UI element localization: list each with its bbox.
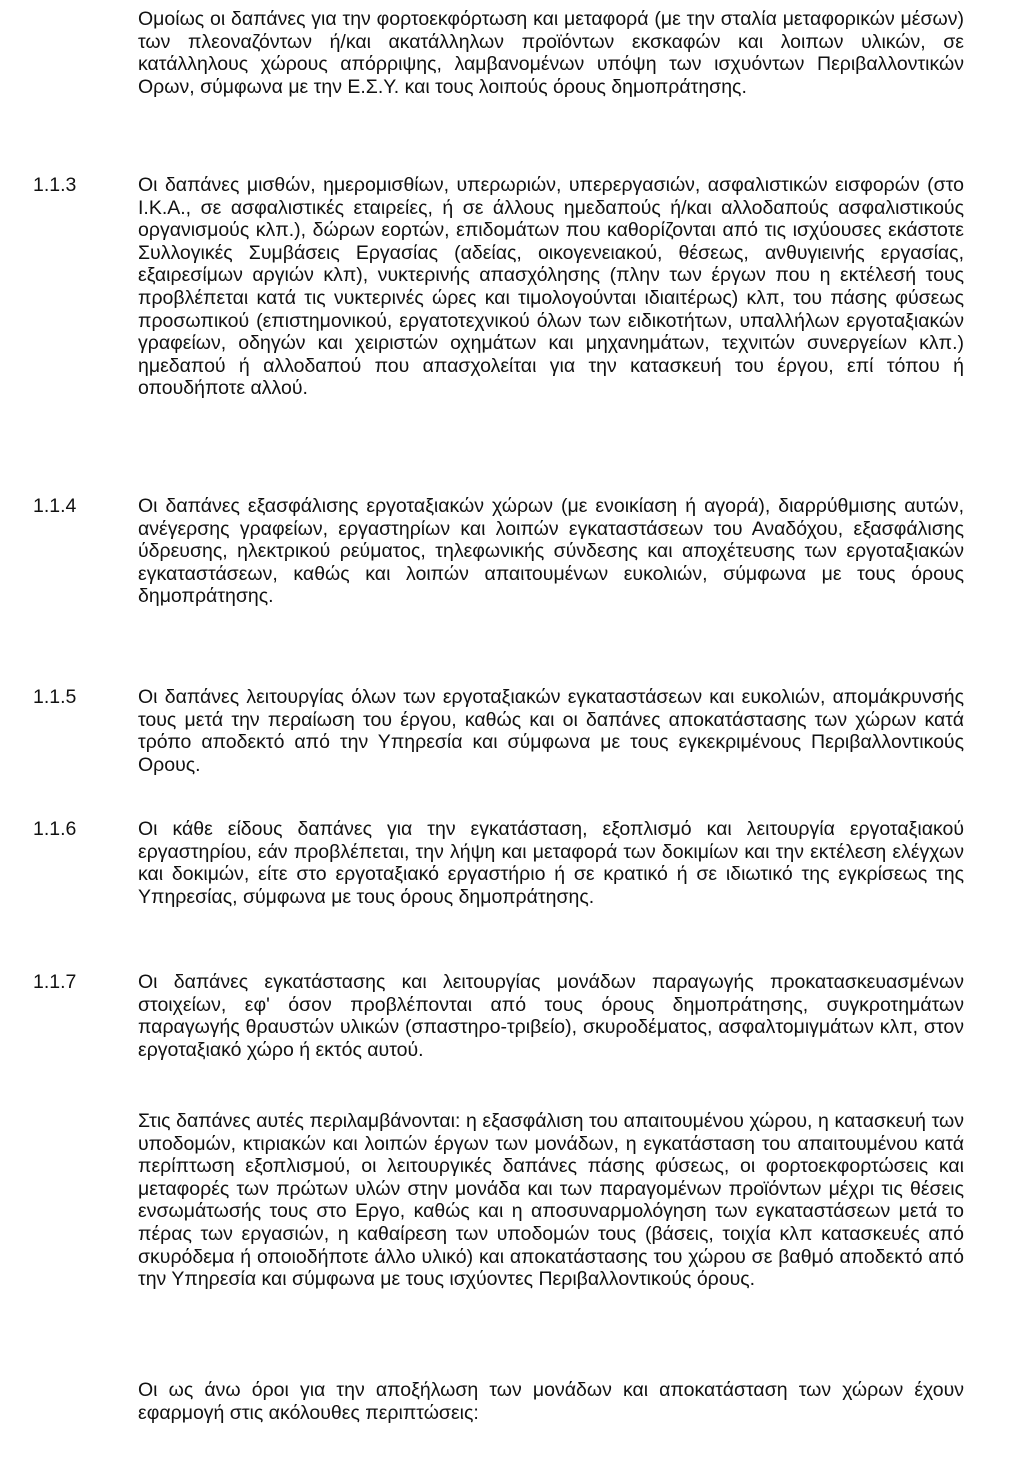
section-text-1-1-6: Οι κάθε είδους δαπάνες για την εγκατάσταση, εξοπλισμό και λειτουργία εργοταξιακού εργαστηρίου, εάν προβλέπεται, την λήψη και μεταφορά των δοκιμίων και την εκτέλεση ελέγχων και δοκιμών, είτε στο εργοταξιακό εργαστήριο ή σε κρατικό ή σε ιδιωτικό της εγκρίσεως της Υπηρεσίας, σύμφωνα με τους όρους δημοπράτησης. [138,818,964,908]
paragraph-included-costs: Στις δαπάνες αυτές περιλαμβάνονται: η εξασφάλιση του απαιτουμένου χώρου, η κατασκευή των υποδομών, κτιριακών και λοιπών έργων των μονάδων, η εγκατάσταση του απαιτουμένου κατά περίπτωση εξοπλισμού, οι λειτουργικές δαπάνες πάσης φύσεως, οι φορτοεκφορτώσεις και μεταφορές των πρώτων υλών στην μονάδα και των παραγομένων προϊόντων μέχρι τις θέσεις ενσωμάτωσής τους στο Εργο, καθώς και η αποσυναρμολόγηση των εγκαταστάσεων μετά το πέρας των εργασιών, η καθαίρεση των υποδομών τους (βάσεις, τοιχία κλπ κατασκευές από σκυρόδεμα ή οποιοδήποτε άλλο υλικό) και αποκατάστασης του χώρου σε βαθμό αποδεκτό από την Υπηρεσία και σύμφωνα με τους ισχύοντες Περιβαλλοντικούς όρους. [138,1110,964,1291]
section-number-1-1-3: 1.1.3 [33,174,77,196]
section-number-1-1-4: 1.1.4 [33,495,77,517]
section-text-1-1-7: Οι δαπάνες εγκατάστασης και λειτουργίας μονάδων παραγωγής προκατασκευασμένων στοιχείων, εφ' όσον προβλέπονται από τους όρους δημοπράτησης, συγκροτημάτων παραγωγής θραυστών υλικών (σπαστηρο-τριβείο), σκυροδέματος, ασφαλτομιγμάτων κλπ, στον εργοταξιακό χώρο ή εκτός αυτού. [138,971,964,1061]
section-number-1-1-6: 1.1.6 [33,818,77,840]
paragraph-terms: Οι ως άνω όροι για την αποξήλωση των μονάδων και αποκατάσταση των χώρων έχουν εφαρμογή στις ακόλουθες περιπτώσεις: [138,1379,964,1424]
section-number-1-1-7: 1.1.7 [33,971,77,993]
section-text-1-1-3: Οι δαπάνες μισθών, ημερομισθίων, υπερωριών, υπερεργασιών, ασφαλιστικών εισφορών (στο Ι.Κ.Α., σε ασφαλιστικές εταιρείες, ή σε άλλους ημεδαπούς ή/και αλλοδαπούς ασφαλιστικούς οργανισμούς κλπ.), δώρων εορτών, επιδομάτων που καθορίζονται από τις ισχύουσες εκάστοτε Συλλογικές Συμβάσεις Εργασίας (αδείας, οικογενειακού, θέσεως, ανθυγιεινής εργασίας, εξαιρεσίμων αργιών κλπ), νυκτερινής απασχόλησης (πλην των έργων που η εκτέλεσή τους προβλέπεται κατά τις νυκτερινές ώρες και τιμολογούνται ιδιαιτέρως) κλπ, του πάσης φύσεως προσωπικού (επιστημονικού, εργατοτεχνικού όλων των ειδικοτήτων, υπαλλήλων εργοταξιακών γραφείων, οδηγών και χειριστών οχημάτων και μηχανημάτων, τεχνιτών συνεργείων κλπ.) ημεδαπού ή αλλοδαπού που απασχολείται για την κατασκευή του έργου, επί τόπου ή οπουδήποτε αλλού. [138,174,964,400]
section-text-1-1-5: Οι δαπάνες λειτουργίας όλων των εργοταξιακών εγκαταστάσεων και ευκολιών, απομάκρυνσής τους μετά την περαίωση του έργου, καθώς και οι δαπάνες αποκατάστασης των χώρων κατά τρόπο αποδεκτό από την Υπηρεσία και σύμφωνα με τους εγκεκριμένους Περιβαλλοντικούς Ορους. [138,686,964,776]
intro-paragraph: Ομοίως οι δαπάνες για την φορτοεκφόρτωση και μεταφορά (με την σταλία μεταφορικών μέσων) των πλεοναζόντων ή/και ακατάλληλων προϊόντων εκσκαφών και λοιπων υλικών, σε κατάλληλους χώρους απόρριψης, λαμβανομένων υπόψη των ισχυόντων Περιβαλλοντικών Ορων, σύμφωνα με την Ε.Σ.Υ. και τους λοιπούς όρους δημοπράτησης. [138,8,964,98]
section-text-1-1-4: Οι δαπάνες εξασφάλισης εργοταξιακών χώρων (με ενοικίαση ή αγορά), διαρρύθμισης αυτών, ανέγερσης γραφείων, εργαστηρίων και λοιπών εγκαταστάσεων του Αναδόχου, εξασφάλισης ύδρευσης, ηλεκτρικού ρεύματος, τηλεφωνικής σύνδεσης και αποχέτευσης των εργοταξιακών εγκαταστάσεων, καθώς και λοιπών απαιτουμένων ευκολιών, σύμφωνα με τους όρους δημοπράτησης. [138,495,964,608]
section-number-1-1-5: 1.1.5 [33,686,77,708]
